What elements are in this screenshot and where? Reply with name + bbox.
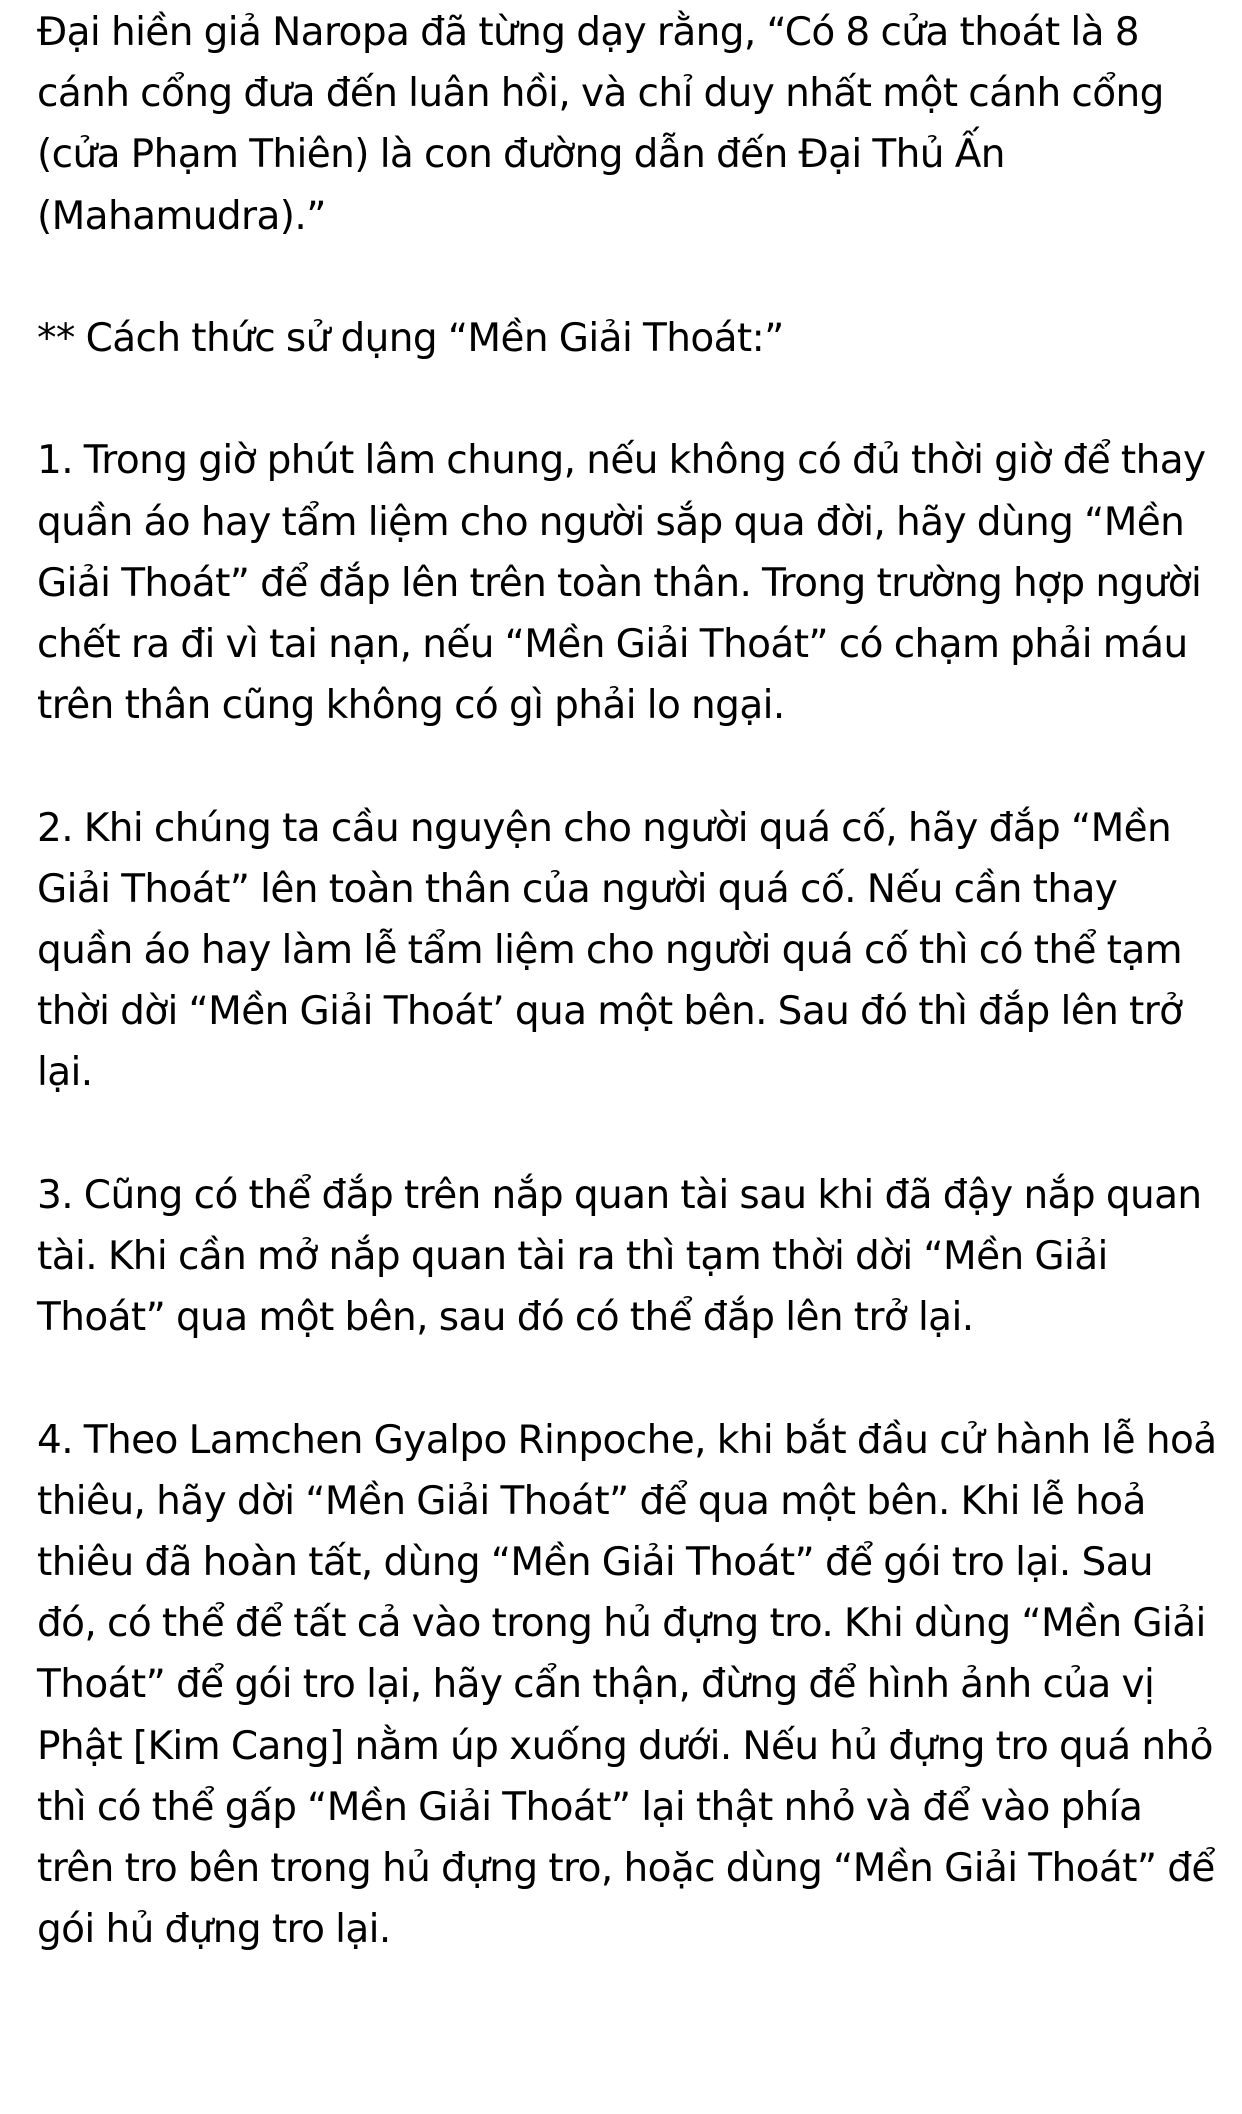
paragraph-intro-quote: Đại hiền giả Naropa đã từng dạy rằng, “Có 8 cửa thoát là 8 cánh cổng đưa đến luân hồi, và chỉ duy nhất một cánh cổng (cửa Phạm Thiên) là con đường dẫn đến Đại Thủ Ấn (Mahamudra).” xyxy=(37,10,1164,239)
paragraph-step-4: 4. Theo Lamchen Gyalpo Rinpoche, khi bắt đầu cử hành lễ hoả thiêu, hãy dời “Mền Giải Thoát” để qua một bên. Khi lễ hoả thiêu đã hoàn tất, dùng “Mền Giải Thoát” để gói tro lại. Sau đó, có thể để tất cả vào trong hủ đựng tro. Khi dùng “Mền Giải Thoát” để gói tro lại, hãy cẩn thận, đừng để hình ảnh của vị Phật [Kim Cang] nằm úp xuống dưới. Nếu hủ đựng tro quá nhỏ thì có thể gấp “Mền Giải Thoát” lại thật nhỏ và để vào phía trên tro bên trong hủ đựng tro, hoặc dùng “Mền Giải Thoát” để gói hủ đựng tro lại. xyxy=(37,1417,1217,1953)
paragraph-usage-heading: ** Cách thức sử dụng “Mền Giải Thoát:” xyxy=(37,316,784,361)
paragraph-step-1: 1. Trong giờ phút lâm chung, nếu không có đủ thời giờ để thay quần áo hay tẩm liệm cho người sắp qua đời, hãy dùng “Mền Giải Thoát” để đắp lên trên toàn thân. Trong trường hợp người chết ra đi vì tai nạn, nếu “Mền Giải Thoát” có chạm phải máu trên thân cũng không có gì phải lo ngại. xyxy=(37,438,1206,729)
paragraph-step-3: 3. Cũng có thể đắp trên nắp quan tài sau khi đã đậy nắp quan tài. Khi cần mở nắp quan tài ra thì tạm thời dời “Mền Giải Thoát” qua một bên, sau đó có thể đắp lên trở lại. xyxy=(37,1172,1202,1341)
paragraph-step-2: 2. Khi chúng ta cầu nguyện cho người quá cố, hãy đắp “Mền Giải Thoát” lên toàn thân của người quá cố. Nếu cần thay quần áo hay làm lễ tẩm liệm cho người quá cố thì có thể tạm thời dời “Mền Giải Thoát’ qua một bên. Sau đó thì đắp lên trở lại. xyxy=(37,805,1183,1096)
document-body xyxy=(37,2,1217,1960)
